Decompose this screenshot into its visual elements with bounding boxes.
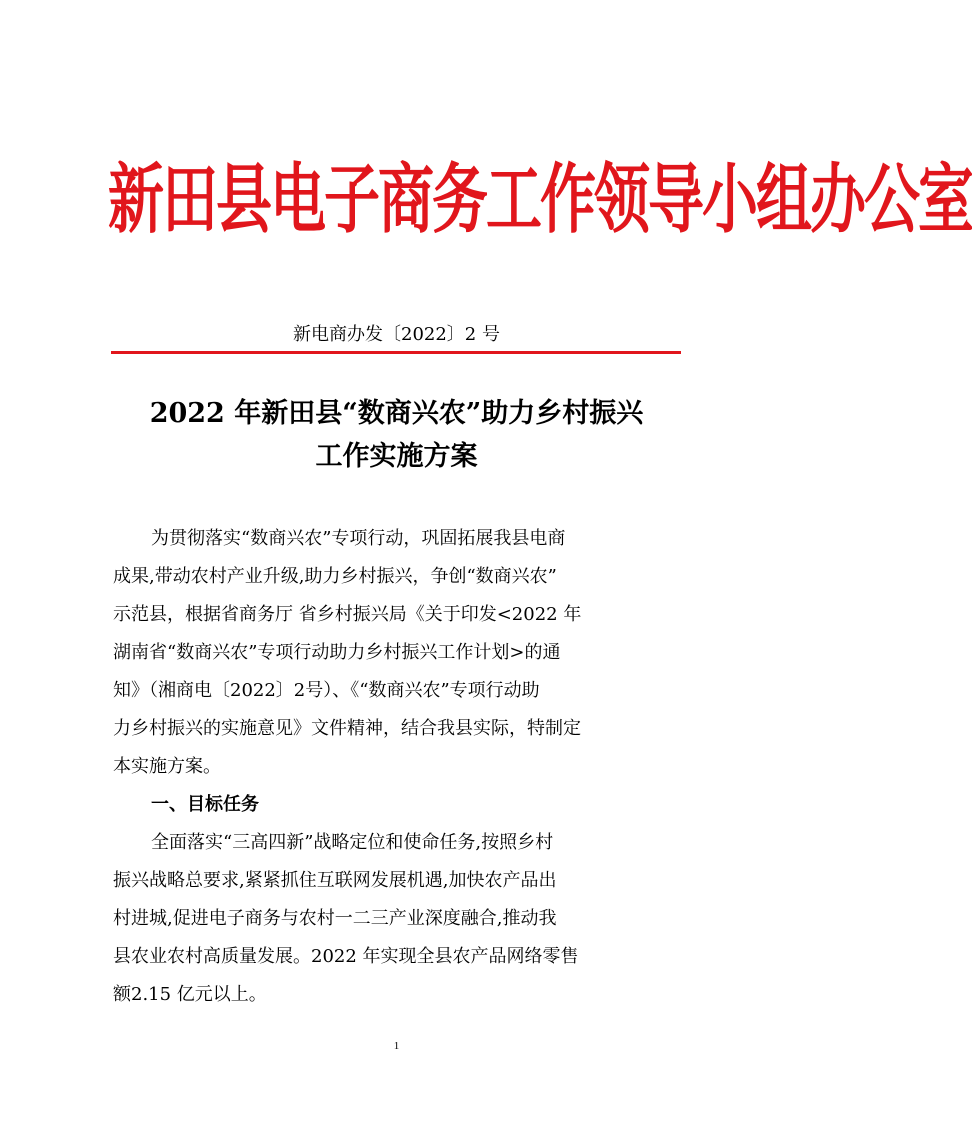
body-line: 振兴战略总要求,紧紧抓住互联网发展机遇,加快农产品出 <box>113 870 557 891</box>
page-number: 1 <box>393 1040 400 1052</box>
body-line: 县农业农村高质量发展。2022 年实现全县农产品网络零售 <box>113 946 579 967</box>
body-line: 成果,带动农村产业升级,助力乡村振兴，争创“数商兴农” <box>113 566 557 587</box>
body-line: 为贯彻落实“数商兴农”专项行动，巩固拓展我县电商 <box>151 528 566 549</box>
body-line: 示范县，根据省商务厅 省乡村振兴局《关于印发<2022 年 <box>113 604 582 625</box>
document-body <box>113 520 683 1014</box>
red-divider-line <box>111 351 681 354</box>
body-line: 知》（湘商电〔2022〕2号）、《“数商兴农”专项行动助 <box>113 680 540 701</box>
body-line: 本实施方案。 <box>113 756 221 777</box>
body-line: 力乡村振兴的实施意见》文件精神，结合我县实际，特制定 <box>113 718 581 739</box>
document-title-line-1: 2022 年新田县“数商兴农”助力乡村振兴 <box>149 398 644 429</box>
masthead-title: 新田县电子商务工作领导小组办公室 <box>108 155 972 245</box>
body-line: 村进城,促进电子商务与农村一二三产业深度融合,推动我 <box>113 908 557 929</box>
section-heading: 一、目标任务 <box>151 794 259 815</box>
document-title-line-2: 工作实施方案 <box>315 441 478 472</box>
body-line: 全面落实“三高四新”战略定位和使命任务,按照乡村 <box>151 832 554 853</box>
document-number: 新电商办发〔2022〕2 号 <box>293 324 500 345</box>
body-line: 湖南省“数商兴农”专项行动助力乡村振兴工作计划>的通 <box>113 642 561 663</box>
body-line: 额2.15 亿元以上。 <box>113 984 267 1005</box>
